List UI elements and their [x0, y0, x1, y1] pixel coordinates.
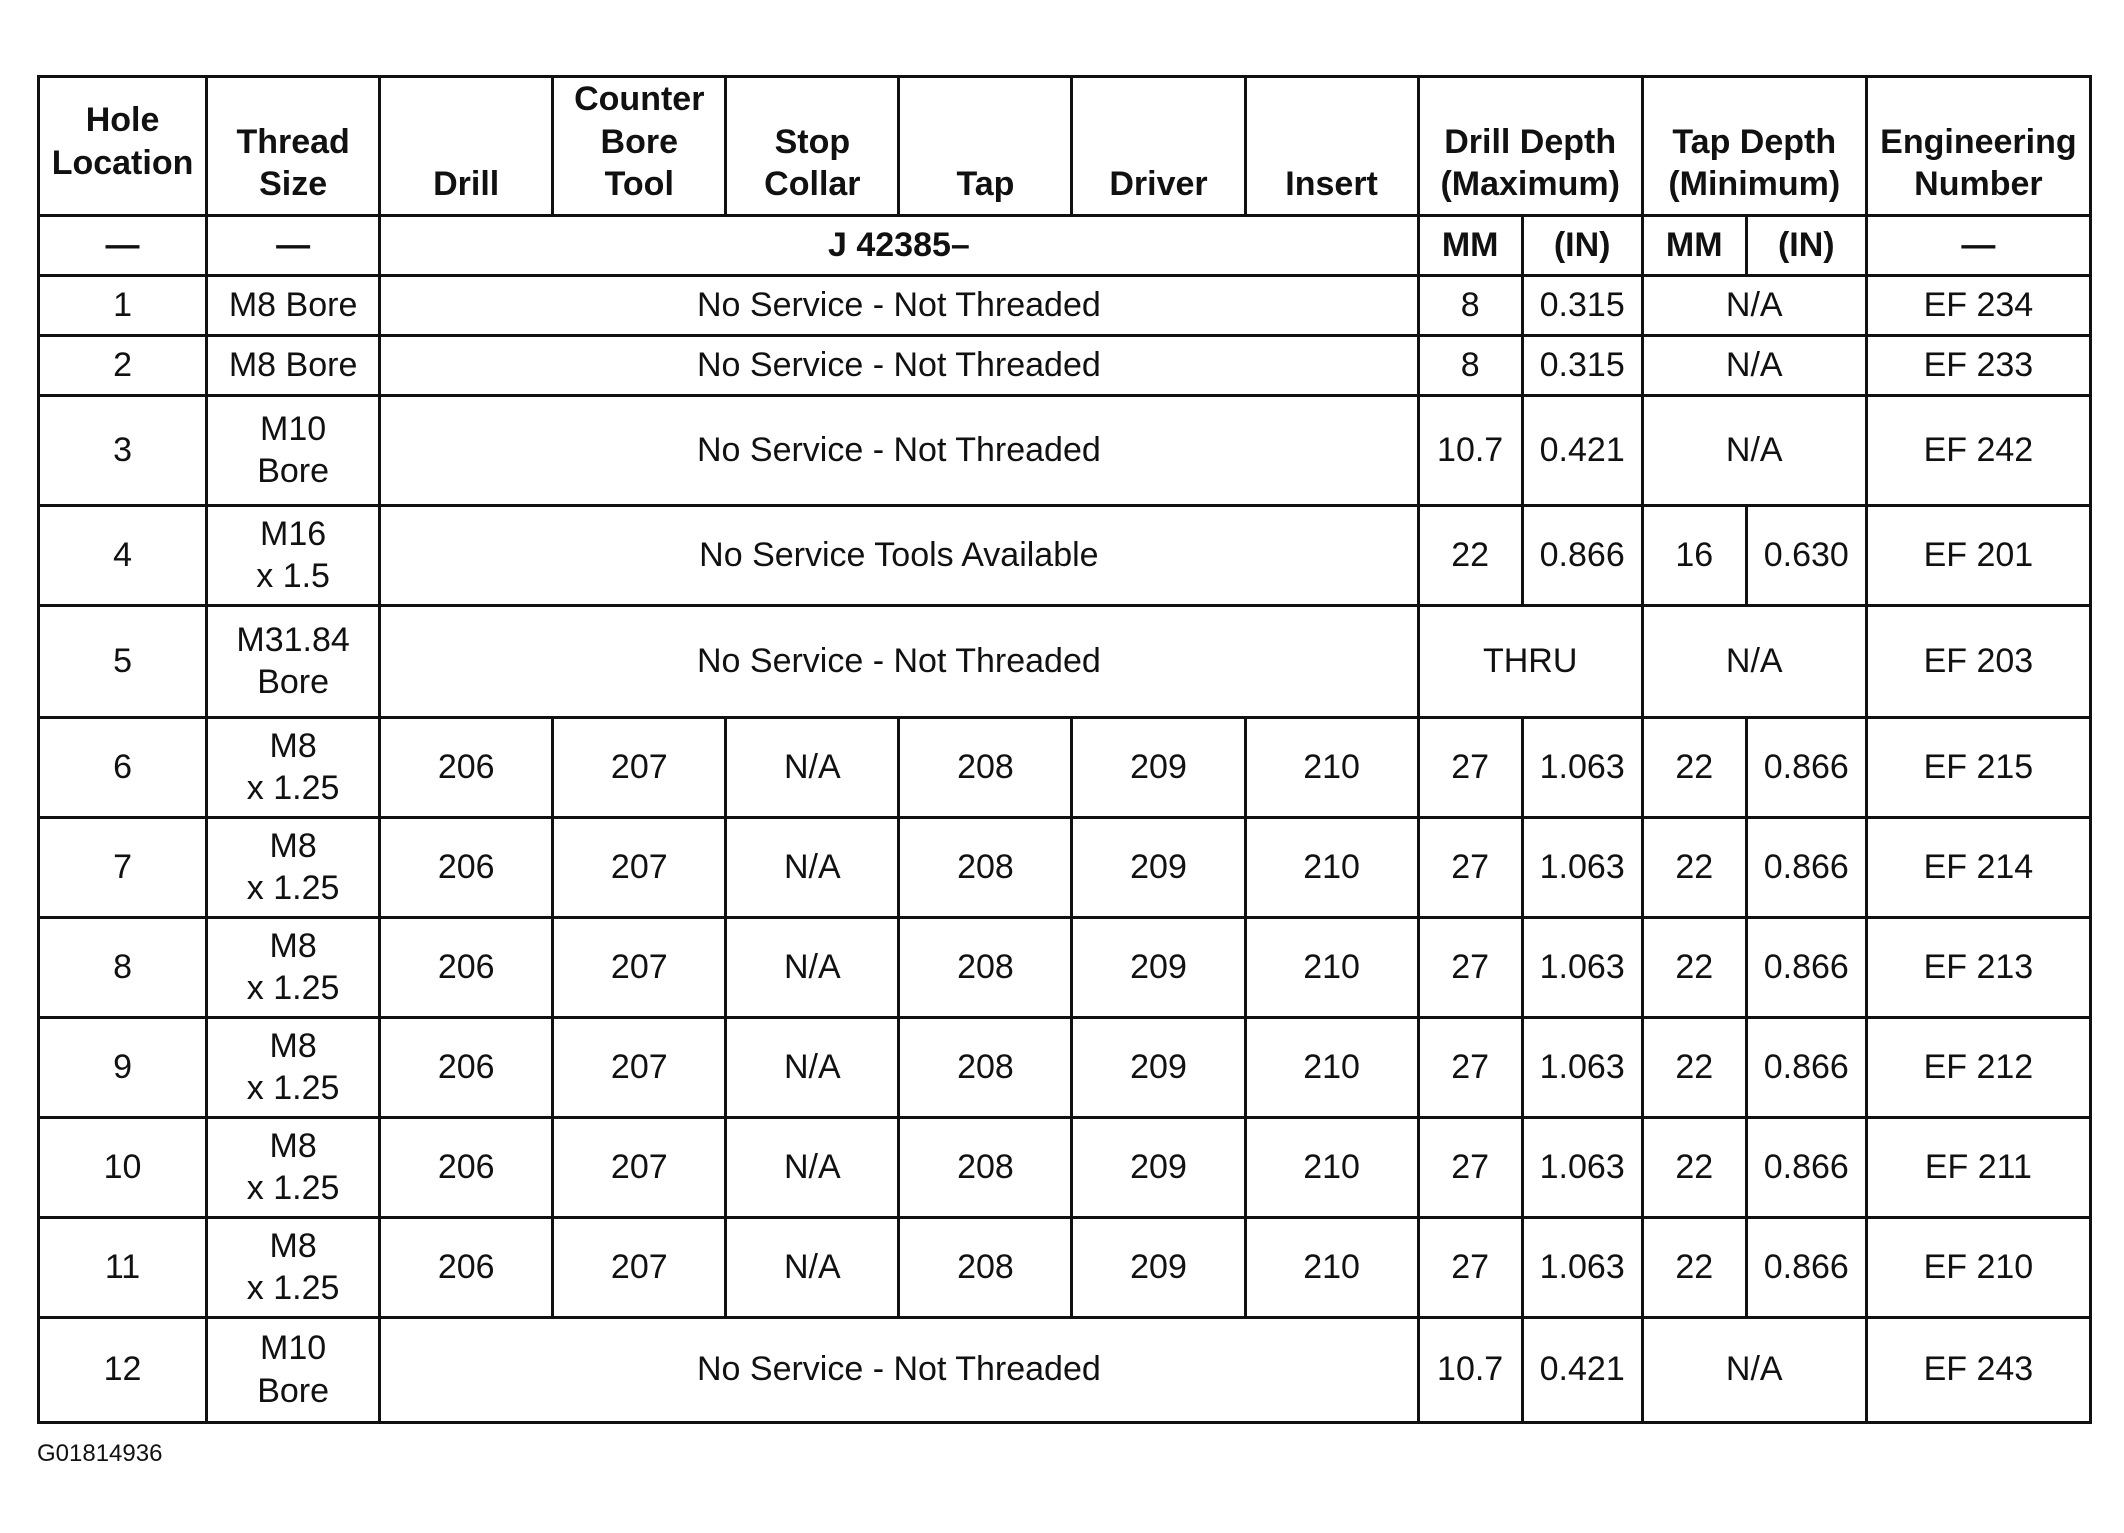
- table-row: [39, 917, 2091, 1017]
- tap-mm-cell: 22: [1642, 917, 1746, 1017]
- eng-cell: EF 212: [1866, 1017, 2090, 1117]
- header-engineering-number: Engineering Number: [1866, 77, 2090, 216]
- tap-in-cell: 0.866: [1746, 817, 1866, 917]
- hole-cell: 3: [39, 395, 207, 505]
- header-drill: Drill: [380, 77, 553, 216]
- tap-cell: 208: [899, 817, 1072, 917]
- thread-cell: M16 x 1.5: [207, 505, 380, 605]
- thread-cell: M8 x 1.25: [207, 917, 380, 1017]
- counter-bore-cell: 207: [553, 917, 726, 1017]
- driver-cell: 209: [1072, 1017, 1245, 1117]
- hole-cell: 5: [39, 605, 207, 717]
- eng-cell: EF 214: [1866, 817, 2090, 917]
- tap-depth-cell: N/A: [1642, 395, 1866, 505]
- tap-cell: 208: [899, 917, 1072, 1017]
- drill-cell: 206: [380, 717, 553, 817]
- note-cell: No Service - Not Threaded: [380, 395, 1418, 505]
- insert-cell: 210: [1245, 917, 1418, 1017]
- insert-cell: 210: [1245, 717, 1418, 817]
- drill-mm-cell: 27: [1418, 917, 1522, 1017]
- driver-cell: 209: [1072, 717, 1245, 817]
- stop-collar-cell: N/A: [726, 917, 899, 1017]
- counter-bore-cell: 207: [553, 717, 726, 817]
- driver-cell: 209: [1072, 1117, 1245, 1217]
- drill-mm-cell: 27: [1418, 817, 1522, 917]
- note-cell: No Service Tools Available: [380, 505, 1418, 605]
- header-tap: Tap: [899, 77, 1072, 216]
- tap-mm-cell: 22: [1642, 717, 1746, 817]
- header-hole-location: Hole Location: [39, 77, 207, 216]
- thread-cell: M8 x 1.25: [207, 1117, 380, 1217]
- subheader-drill-in: (IN): [1522, 215, 1642, 275]
- thread-cell: M10 Bore: [207, 1317, 380, 1422]
- figure-id: G01814936: [37, 1440, 163, 1467]
- tap-depth-cell: N/A: [1642, 605, 1866, 717]
- tap-in-cell: 0.866: [1746, 717, 1866, 817]
- tap-mm-cell: 16: [1642, 505, 1746, 605]
- hole-cell: 9: [39, 1017, 207, 1117]
- drill-mm-cell: 8: [1418, 335, 1522, 395]
- drill-in-cell: 1.063: [1522, 1217, 1642, 1317]
- stop-collar-cell: N/A: [726, 717, 899, 817]
- insert-cell: 210: [1245, 817, 1418, 917]
- hole-cell: 6: [39, 717, 207, 817]
- thread-cell: M31.84 Bore: [207, 605, 380, 717]
- thread-cell: M10 Bore: [207, 395, 380, 505]
- eng-cell: EF 243: [1866, 1317, 2090, 1422]
- header-thread-size: Thread Size: [207, 77, 380, 216]
- drill-cell: 206: [380, 817, 553, 917]
- hole-cell: 10: [39, 1117, 207, 1217]
- tool-prefix: J 42385–: [380, 215, 1418, 275]
- note-cell: No Service - Not Threaded: [380, 1317, 1418, 1422]
- tap-mm-cell: 22: [1642, 1017, 1746, 1117]
- eng-cell: EF 242: [1866, 395, 2090, 505]
- stop-collar-cell: N/A: [726, 817, 899, 917]
- note-cell: No Service - Not Threaded: [380, 605, 1418, 717]
- header-counter-bore-tool: Counter Bore Tool: [553, 77, 726, 216]
- tap-cell: 208: [899, 1217, 1072, 1317]
- thread-repair-table: [37, 75, 2092, 1424]
- drill-in-cell: 1.063: [1522, 917, 1642, 1017]
- hole-cell: 8: [39, 917, 207, 1017]
- driver-cell: 209: [1072, 917, 1245, 1017]
- tap-cell: 208: [899, 1017, 1072, 1117]
- drill-in-cell: 1.063: [1522, 817, 1642, 917]
- stop-collar-cell: N/A: [726, 1217, 899, 1317]
- note-cell: No Service - Not Threaded: [380, 335, 1418, 395]
- drill-in-cell: 0.421: [1522, 1317, 1642, 1422]
- subheader-row: [39, 215, 2091, 275]
- hole-cell: 1: [39, 275, 207, 335]
- eng-cell: EF 210: [1866, 1217, 2090, 1317]
- table-row: [39, 1017, 2091, 1117]
- drill-mm-cell: 27: [1418, 717, 1522, 817]
- drill-mm-cell: 27: [1418, 1217, 1522, 1317]
- hole-cell: 12: [39, 1317, 207, 1422]
- drill-cell: 206: [380, 1217, 553, 1317]
- drill-mm-cell: 10.7: [1418, 395, 1522, 505]
- drill-mm-cell: 8: [1418, 275, 1522, 335]
- header-row: [39, 77, 2091, 216]
- counter-bore-cell: 207: [553, 1017, 726, 1117]
- eng-cell: EF 211: [1866, 1117, 2090, 1217]
- drill-in-cell: 0.315: [1522, 335, 1642, 395]
- hole-cell: 11: [39, 1217, 207, 1317]
- drill-depth-cell: THRU: [1418, 605, 1642, 717]
- driver-cell: 209: [1072, 817, 1245, 917]
- header-insert: Insert: [1245, 77, 1418, 216]
- drill-in-cell: 1.063: [1522, 717, 1642, 817]
- drill-cell: 206: [380, 1117, 553, 1217]
- thread-cell: M8 x 1.25: [207, 1017, 380, 1117]
- tap-depth-cell: N/A: [1642, 335, 1866, 395]
- hole-cell: 2: [39, 335, 207, 395]
- drill-mm-cell: 27: [1418, 1017, 1522, 1117]
- tap-cell: 208: [899, 717, 1072, 817]
- thread-cell: M8 x 1.25: [207, 717, 380, 817]
- drill-mm-cell: 10.7: [1418, 1317, 1522, 1422]
- counter-bore-cell: 207: [553, 817, 726, 917]
- tap-mm-cell: 22: [1642, 817, 1746, 917]
- table-row: [39, 605, 2091, 717]
- subheader-eng-dash: —: [1866, 215, 2090, 275]
- table-row: [39, 1317, 2091, 1422]
- driver-cell: 209: [1072, 1217, 1245, 1317]
- subheader-tap-mm: MM: [1642, 215, 1746, 275]
- hole-cell: 7: [39, 817, 207, 917]
- table-row: [39, 335, 2091, 395]
- tap-mm-cell: 22: [1642, 1217, 1746, 1317]
- eng-cell: EF 215: [1866, 717, 2090, 817]
- tap-depth-cell: N/A: [1642, 275, 1866, 335]
- subheader-tap-in: (IN): [1746, 215, 1866, 275]
- header-stop-collar: Stop Collar: [726, 77, 899, 216]
- header-drill-depth: Drill Depth (Maximum): [1418, 77, 1642, 216]
- tap-cell: 208: [899, 1117, 1072, 1217]
- thread-cell: M8 x 1.25: [207, 1217, 380, 1317]
- stop-collar-cell: N/A: [726, 1017, 899, 1117]
- table-row: [39, 1117, 2091, 1217]
- tap-in-cell: 0.866: [1746, 917, 1866, 1017]
- insert-cell: 210: [1245, 1017, 1418, 1117]
- tap-in-cell: 0.866: [1746, 1017, 1866, 1117]
- note-cell: No Service - Not Threaded: [380, 275, 1418, 335]
- thread-cell: M8 Bore: [207, 275, 380, 335]
- drill-mm-cell: 27: [1418, 1117, 1522, 1217]
- insert-cell: 210: [1245, 1117, 1418, 1217]
- thread-cell: M8 x 1.25: [207, 817, 380, 917]
- tap-depth-cell: N/A: [1642, 1317, 1866, 1422]
- header-driver: Driver: [1072, 77, 1245, 216]
- eng-cell: EF 201: [1866, 505, 2090, 605]
- subheader-hole-dash: —: [39, 215, 207, 275]
- thread-cell: M8 Bore: [207, 335, 380, 395]
- tap-in-cell: 0.866: [1746, 1117, 1866, 1217]
- eng-cell: EF 213: [1866, 917, 2090, 1017]
- hole-cell: 4: [39, 505, 207, 605]
- drill-in-cell: 0.866: [1522, 505, 1642, 605]
- table-row: [39, 717, 2091, 817]
- table-row: [39, 1217, 2091, 1317]
- stop-collar-cell: N/A: [726, 1117, 899, 1217]
- drill-in-cell: 0.315: [1522, 275, 1642, 335]
- eng-cell: EF 203: [1866, 605, 2090, 717]
- tap-mm-cell: 22: [1642, 1117, 1746, 1217]
- header-tap-depth: Tap Depth (Minimum): [1642, 77, 1866, 216]
- eng-cell: EF 233: [1866, 335, 2090, 395]
- insert-cell: 210: [1245, 1217, 1418, 1317]
- drill-cell: 206: [380, 1017, 553, 1117]
- drill-in-cell: 0.421: [1522, 395, 1642, 505]
- drill-in-cell: 1.063: [1522, 1017, 1642, 1117]
- table-row: [39, 505, 2091, 605]
- tap-in-cell: 0.630: [1746, 505, 1866, 605]
- tap-in-cell: 0.866: [1746, 1217, 1866, 1317]
- subheader-thread-dash: —: [207, 215, 380, 275]
- eng-cell: EF 234: [1866, 275, 2090, 335]
- table-row: [39, 275, 2091, 335]
- subheader-drill-mm: MM: [1418, 215, 1522, 275]
- table-row: [39, 395, 2091, 505]
- drill-cell: 206: [380, 917, 553, 1017]
- counter-bore-cell: 207: [553, 1217, 726, 1317]
- counter-bore-cell: 207: [553, 1117, 726, 1217]
- drill-mm-cell: 22: [1418, 505, 1522, 605]
- table-row: [39, 817, 2091, 917]
- drill-in-cell: 1.063: [1522, 1117, 1642, 1217]
